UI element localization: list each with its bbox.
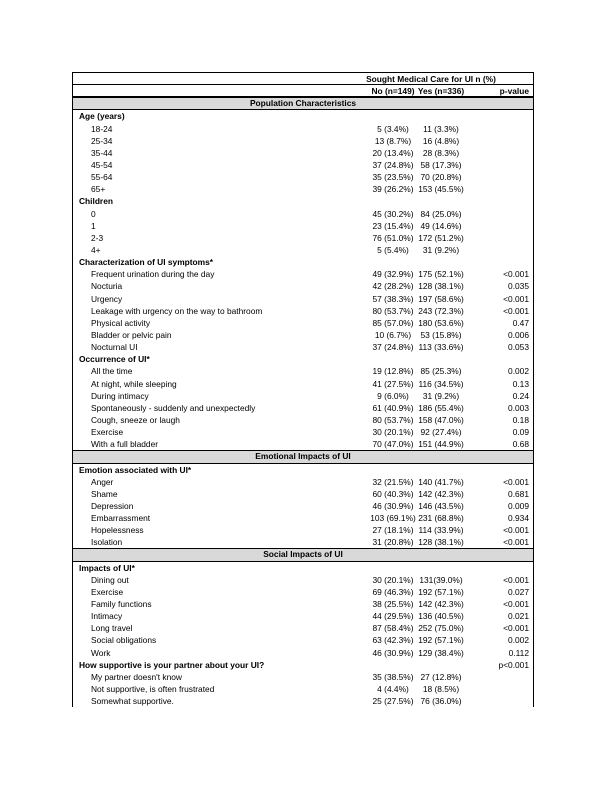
cell-pvalue: <0.001 xyxy=(503,599,529,610)
col-header-no: No (n=149) xyxy=(371,86,415,97)
cell-yes: 158 (47.0%) xyxy=(418,414,464,425)
table-row xyxy=(73,402,533,414)
row-label: Social obligations xyxy=(91,635,157,646)
row-label: 65+ xyxy=(91,184,106,195)
cell-no: 46 (30.9%) xyxy=(372,500,414,511)
cell-pvalue: 0.09 xyxy=(512,427,529,438)
table-row xyxy=(73,147,533,159)
cell-yes: 136 (40.5%) xyxy=(418,611,464,622)
cell-no: 25 (27.5%) xyxy=(372,696,414,707)
row-label: Dining out xyxy=(91,574,129,585)
cell-no: 44 (29.5%) xyxy=(372,611,414,622)
row-label: 25-34 xyxy=(91,135,113,146)
cell-no: 37 (24.8%) xyxy=(372,342,414,353)
cell-yes: 153 (45.5%) xyxy=(418,184,464,195)
row-label: Physical activity xyxy=(91,317,151,328)
group-header-row xyxy=(73,353,533,365)
cell-pvalue: <0.001 xyxy=(503,623,529,634)
cell-yes: 142 (42.3%) xyxy=(418,488,464,499)
row-label: Shame xyxy=(91,488,118,499)
cell-yes: 84 (25.0%) xyxy=(420,208,462,219)
cell-pvalue: 0.934 xyxy=(508,513,529,524)
table-body xyxy=(73,97,533,707)
table-row xyxy=(73,208,533,220)
cell-yes: 151 (44.9%) xyxy=(418,439,464,450)
cell-no: 41 (27.5%) xyxy=(372,378,414,389)
table-row xyxy=(73,647,533,659)
cell-yes: 18 (8.5%) xyxy=(422,684,460,695)
group-header-row xyxy=(73,256,533,268)
row-label: Nocturnal UI xyxy=(91,342,138,353)
cell-no: 61 (40.9%) xyxy=(372,402,414,413)
cell-pvalue: 0.009 xyxy=(508,500,529,511)
row-label: Embarrassment xyxy=(91,513,151,524)
table-row xyxy=(73,280,533,292)
group-label: Emotion associated with UI* xyxy=(79,464,192,475)
cell-yes: 140 (41.7%) xyxy=(418,476,464,487)
table-row xyxy=(73,426,533,438)
cell-pvalue: <0.001 xyxy=(503,476,529,487)
table-row xyxy=(73,123,533,135)
row-label: My partner doesn't know xyxy=(91,671,182,682)
cell-pvalue: <0.001 xyxy=(503,574,529,585)
group-label: How supportive is your partner about your UI? xyxy=(79,659,265,670)
cell-yes: 16 (4.8%) xyxy=(422,135,460,146)
group-header-row xyxy=(73,562,533,574)
row-label: 2-3 xyxy=(91,232,104,243)
group-label: Age (years) xyxy=(79,111,125,122)
cell-pvalue: <0.001 xyxy=(503,525,529,536)
cell-yes: 58 (17.3%) xyxy=(420,159,462,170)
row-label: Work xyxy=(91,647,111,658)
cell-pvalue: 0.021 xyxy=(508,611,529,622)
cell-yes: 192 (57.1%) xyxy=(418,586,464,597)
section-title: Social Impacts of UI xyxy=(263,549,343,560)
cell-yes: 76 (36.0%) xyxy=(420,696,462,707)
cell-no: 35 (38.5%) xyxy=(372,671,414,682)
cell-pvalue: 0.68 xyxy=(512,439,529,450)
cell-yes: 85 (25.3%) xyxy=(420,366,462,377)
cell-no: 85 (57.0%) xyxy=(372,317,414,328)
group-header-row xyxy=(73,659,533,671)
cell-yes: 129 (38.4%) xyxy=(418,647,464,658)
table-row xyxy=(73,183,533,195)
cell-pvalue: 0.112 xyxy=(508,647,529,658)
group-header-row xyxy=(73,464,533,476)
cell-yes: 175 (52.1%) xyxy=(418,269,464,280)
table-row xyxy=(73,476,533,488)
cell-no: 49 (32.9%) xyxy=(372,269,414,280)
cell-yes: 243 (72.3%) xyxy=(418,305,464,316)
row-label: Exercise xyxy=(91,427,124,438)
group-label: Characterization of UI symptoms* xyxy=(79,257,214,268)
row-label: Spontaneously - suddenly and unexpectedly xyxy=(91,402,256,413)
group-label: Occurrence of UI* xyxy=(79,354,150,365)
cell-yes: 180 (53.6%) xyxy=(418,317,464,328)
cell-pvalue: 0.002 xyxy=(508,366,529,377)
cell-yes: 172 (51.2%) xyxy=(418,232,464,243)
cell-no: 80 (53.7%) xyxy=(372,414,414,425)
cell-yes: 49 (14.6%) xyxy=(420,220,462,231)
table-row xyxy=(73,524,533,536)
cell-pvalue: <0.001 xyxy=(503,305,529,316)
cell-yes: 116 (34.5%) xyxy=(418,378,464,389)
cell-no: 4 (4.4%) xyxy=(377,684,409,695)
table-row xyxy=(73,378,533,390)
cell-yes: 31 (9.2%) xyxy=(422,244,460,255)
cell-no: 19 (12.8%) xyxy=(372,366,414,377)
cell-no: 30 (20.1%) xyxy=(372,574,414,585)
table-row xyxy=(73,536,533,548)
row-label: Family functions xyxy=(91,599,152,610)
table-row xyxy=(73,268,533,280)
col-header-yes: Yes (n=336) xyxy=(417,86,465,97)
cell-pvalue: <0.001 xyxy=(503,537,529,548)
cell-no: 69 (46.3%) xyxy=(372,586,414,597)
row-label: Somewhat supportive. xyxy=(91,696,174,707)
row-label: Hopelessness xyxy=(91,525,144,536)
table-row xyxy=(73,329,533,341)
table-row xyxy=(73,512,533,524)
cell-no: 27 (18.1%) xyxy=(372,525,414,536)
cell-yes: 31 (9.2%) xyxy=(422,390,460,401)
cell-no: 30 (20.1%) xyxy=(372,427,414,438)
row-label: Cough, sneeze or laugh xyxy=(91,414,180,425)
cell-no: 37 (24.8%) xyxy=(372,159,414,170)
cell-yes: 146 (43.5%) xyxy=(418,500,464,511)
cell-no: 70 (47.0%) xyxy=(372,439,414,450)
cell-yes: 186 (55.4%) xyxy=(418,402,464,413)
cell-yes: 231 (68.8%) xyxy=(418,513,464,524)
table-row xyxy=(73,135,533,147)
cell-no: 35 (23.5%) xyxy=(372,172,414,183)
table-row xyxy=(73,622,533,634)
table-row xyxy=(73,574,533,586)
group-header-row xyxy=(73,110,533,122)
table-row xyxy=(73,683,533,695)
cell-no: 87 (58.4%) xyxy=(372,623,414,634)
ui-care-table xyxy=(72,72,534,707)
row-label: At night, while sleeping xyxy=(91,378,177,389)
row-label: 4+ xyxy=(91,244,101,255)
table-row xyxy=(73,488,533,500)
row-label: Exercise xyxy=(91,586,124,597)
cell-no: 57 (38.3%) xyxy=(372,293,414,304)
table-row xyxy=(73,317,533,329)
cell-no: 5 (3.4%) xyxy=(377,123,409,134)
group-label: Children xyxy=(79,196,113,207)
table-row xyxy=(73,365,533,377)
cell-yes: 192 (57.1%) xyxy=(418,635,464,646)
table-row xyxy=(73,232,533,244)
cell-no: 23 (15.4%) xyxy=(372,220,414,231)
row-label: With a full bladder xyxy=(91,439,159,450)
table-header-span-row xyxy=(73,73,533,85)
cell-no: 9 (6.0%) xyxy=(377,390,409,401)
section-title: Population Characteristics xyxy=(249,98,357,109)
cell-no: 39 (26.2%) xyxy=(372,184,414,195)
section-header-row xyxy=(73,450,533,463)
cell-no: 63 (42.3%) xyxy=(372,635,414,646)
table-row xyxy=(73,244,533,256)
cell-no: 32 (21.5%) xyxy=(372,476,414,487)
table-row xyxy=(73,598,533,610)
cell-yes: 252 (75.0%) xyxy=(418,623,464,634)
row-label: Frequent urination during the day xyxy=(91,269,215,280)
group-header-row xyxy=(73,195,533,207)
cell-yes: 197 (58.6%) xyxy=(418,293,464,304)
cell-pvalue: 0.035 xyxy=(508,281,529,292)
cell-yes: 128 (38.1%) xyxy=(418,281,464,292)
cell-no: 42 (28.2%) xyxy=(372,281,414,292)
cell-pvalue: p<0.001 xyxy=(498,659,529,670)
cell-yes: 131(39.0%) xyxy=(419,574,463,585)
cell-no: 103 (69.1%) xyxy=(370,513,416,524)
cell-yes: 142 (42.3%) xyxy=(418,599,464,610)
cell-no: 38 (25.5%) xyxy=(372,599,414,610)
cell-pvalue: 0.18 xyxy=(512,414,529,425)
table-row xyxy=(73,634,533,646)
cell-no: 80 (53.7%) xyxy=(372,305,414,316)
row-label: 55-64 xyxy=(91,172,113,183)
section-header-row xyxy=(73,548,533,561)
table-row xyxy=(73,414,533,426)
table-row xyxy=(73,305,533,317)
cell-pvalue: 0.027 xyxy=(508,586,529,597)
row-label: 35-44 xyxy=(91,147,113,158)
table-row xyxy=(73,438,533,450)
table-row xyxy=(73,500,533,512)
row-label: Anger xyxy=(91,476,114,487)
row-label: Depression xyxy=(91,500,134,511)
cell-pvalue: 0.681 xyxy=(508,488,529,499)
row-label: During intimacy xyxy=(91,390,149,401)
cell-yes: 128 (38.1%) xyxy=(418,537,464,548)
table-row xyxy=(73,159,533,171)
cell-yes: 70 (20.8%) xyxy=(420,172,462,183)
span-header-title: Sought Medical Care for UI n (%) xyxy=(366,74,496,84)
cell-yes: 28 (8.3%) xyxy=(422,147,460,158)
cell-yes: 114 (33.9%) xyxy=(418,525,464,536)
cell-pvalue: <0.001 xyxy=(503,269,529,280)
row-label: Nocturia xyxy=(91,281,123,292)
col-header-pvalue: p-value xyxy=(499,86,529,97)
row-label: Leakage with urgency on the way to bathroom xyxy=(91,305,263,316)
row-label: 1 xyxy=(91,220,96,231)
table-row xyxy=(73,293,533,305)
cell-pvalue: 0.003 xyxy=(508,402,529,413)
cell-no: 13 (8.7%) xyxy=(374,135,412,146)
cell-pvalue: 0.13 xyxy=(512,378,529,389)
row-label: 45-54 xyxy=(91,159,113,170)
cell-no: 5 (5.4%) xyxy=(377,244,409,255)
row-label: Not supportive, is often frustrated xyxy=(91,684,215,695)
cell-pvalue: 0.47 xyxy=(512,317,529,328)
table-row xyxy=(73,341,533,353)
cell-no: 31 (20.8%) xyxy=(372,537,414,548)
cell-yes: 113 (33.6%) xyxy=(418,342,464,353)
section-title: Emotional Impacts of UI xyxy=(255,451,351,462)
row-label: All the time xyxy=(91,366,133,377)
group-label: Impacts of UI* xyxy=(79,562,135,573)
table-row xyxy=(73,586,533,598)
cell-pvalue: <0.001 xyxy=(503,293,529,304)
row-label: Isolation xyxy=(91,537,123,548)
table-row xyxy=(73,695,533,707)
section-header-row xyxy=(73,97,533,110)
cell-yes: 92 (27.4%) xyxy=(420,427,462,438)
cell-no: 45 (30.2%) xyxy=(372,208,414,219)
row-label: Long travel xyxy=(91,623,133,634)
table-row xyxy=(73,220,533,232)
row-label: 0 xyxy=(91,208,96,219)
row-label: Bladder or pelvic pain xyxy=(91,329,172,340)
table-header-row xyxy=(73,85,533,97)
row-label: Urgency xyxy=(91,293,123,304)
cell-yes: 11 (3.3%) xyxy=(423,123,459,134)
cell-pvalue: 0.24 xyxy=(512,390,529,401)
cell-yes: 53 (15.8%) xyxy=(420,329,462,340)
table-row xyxy=(73,671,533,683)
cell-pvalue: 0.006 xyxy=(508,329,529,340)
cell-yes: 27 (12.8%) xyxy=(420,671,462,682)
table-row xyxy=(73,171,533,183)
cell-no: 20 (13.4%) xyxy=(372,147,414,158)
cell-no: 76 (51.0%) xyxy=(372,232,414,243)
table-row xyxy=(73,390,533,402)
cell-no: 60 (40.3%) xyxy=(372,488,414,499)
cell-no: 10 (6.7%) xyxy=(374,329,412,340)
row-label: 18-24 xyxy=(91,123,113,134)
cell-pvalue: 0.053 xyxy=(508,342,529,353)
cell-no: 46 (30.9%) xyxy=(372,647,414,658)
cell-pvalue: 0.002 xyxy=(508,635,529,646)
table-row xyxy=(73,610,533,622)
row-label: Intimacy xyxy=(91,611,123,622)
